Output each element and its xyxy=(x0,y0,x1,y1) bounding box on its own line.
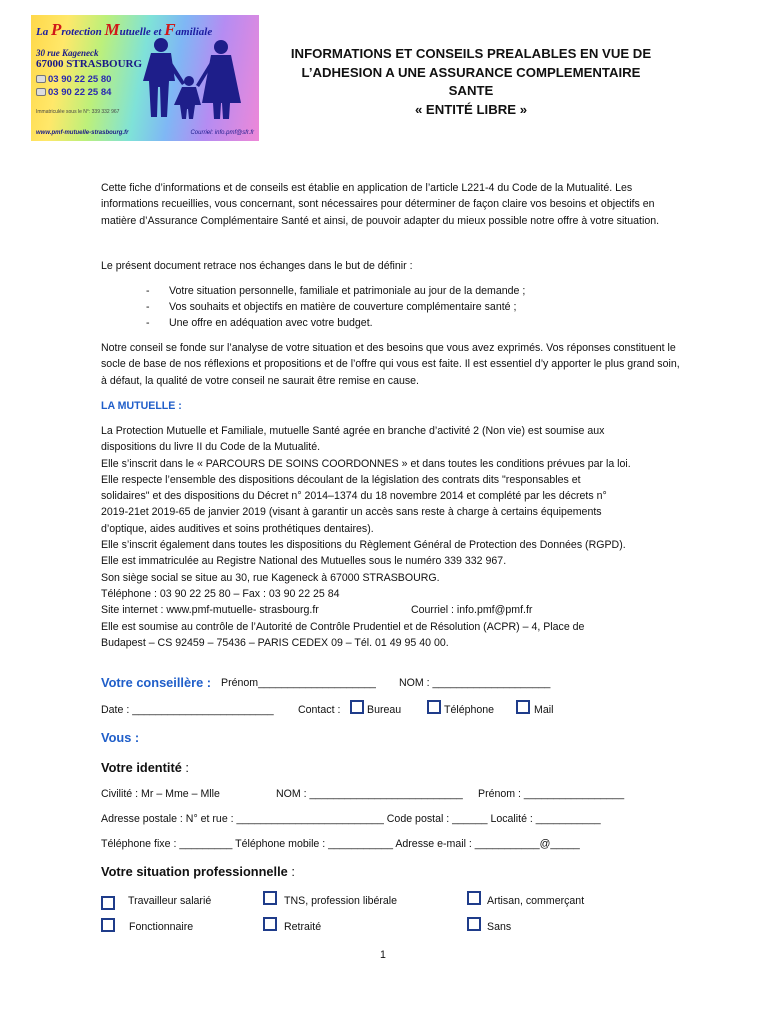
logo-website: www.pmf-mutuelle-strasbourg.fr xyxy=(36,130,129,136)
logo-email: Courriel: info.pmf@sfr.fr xyxy=(190,130,254,136)
situation-heading: Votre situation professionnelle : xyxy=(101,864,295,879)
retraite-checkbox[interactable] xyxy=(263,917,277,931)
telephone-checkbox[interactable] xyxy=(427,700,441,714)
site-internet: Site internet : www.pmf-mutuelle- strasbourg.fr xyxy=(101,604,319,617)
logo-title: La Protection Mutuelle et Familiale xyxy=(36,20,213,39)
vous-heading: Vous : xyxy=(101,730,140,745)
fonctionnaire-checkbox[interactable] xyxy=(101,918,115,932)
bureau-checkbox[interactable] xyxy=(350,700,364,714)
mutuelle-heading: LA MUTUELLE : xyxy=(101,400,182,412)
civilite-field[interactable]: Civilité : Mr – Mme – Mlle xyxy=(101,788,220,800)
mutuelle-text: La Protection Mutuelle et Familiale, mutuelle Santé agrée en branche d’activité 2 (Non vie) est soumise aux dispositions du livre II du Code de la Mutualité. Elle s’inscrit dans le « PARCOURS DE SOINS COORDONNES » et dans toutes les conditions prévues par la loi. Elle respecte l’ensemble des dispositions découlant de la législation des contrats dits "responsables et solidaires" et des dispositions du Décret n° 2014–1374 du 18 novembre 2014 et complété par les décrets n° 2019-21et 2019-65 de janvier 2019 (visant à garantir un accès sans reste à charge à certains équipements d’optique, aides auditives et soins prothétiques dentaires). Elle s’inscrit également dans toutes les dispositions du Règlement Général de Protection des Données (RGPD). Elle est immatriculée au Registre National des Mutuelles sous le numéro 339 332 967. Son siège social se situe au 30, rue Kageneck à 67000 STRASBOURG. Téléphone : 03 90 22 25 80 – Fax : 03 90 22 25 84 Site internet : www.pmf-mutuelle- strasbourg.fr Courriel : info.pmf@pmf.fr Elle est soumise au contrôle de l’Autorité de Contrôle Prudentiel et de Résolution (ACPR) – 4, Place de Budapest – CS 92459 – 75436 – PARIS CEDEX 09 – Tél. 01 49 95 40 00. xyxy=(101,425,631,649)
list-item: - Votre situation personnelle, familiale et patrimoniale au jour de la demande ; xyxy=(146,283,525,299)
logo-address: 30 rue Kageneck 67000 STRASBOURG xyxy=(36,48,143,70)
phone-icon xyxy=(36,75,46,83)
logo-phones: 03 90 22 25 80 03 90 22 25 84 xyxy=(36,73,111,99)
contact-label: Contact : xyxy=(298,704,341,716)
list-item: - Une offre en adéquation avec votre budget. xyxy=(146,315,525,331)
telephone-label: Téléphone xyxy=(444,704,495,716)
intro-paragraph: Cette fiche d’informations et de conseils est établie en application de l’article L221-4 du Code de la Mutualité. Les informations recueillies, vous concernant, sont nécessaires pour déterminer de façon claire vos besoins et objectifs en matière d’Assurance Complémentaire Santé et ainsi, de pouvoir adapter du mieux possible notre offre à votre situation. xyxy=(101,182,660,227)
mutuelle-logo xyxy=(31,15,259,141)
tns-label: TNS, profession libérale xyxy=(284,895,398,907)
mail-checkbox[interactable] xyxy=(516,700,530,714)
bureau-label: Bureau xyxy=(367,704,402,716)
conseillere-nom-field[interactable]: NOM : ____________________ xyxy=(399,677,551,689)
fax-icon xyxy=(36,88,46,96)
tns-checkbox[interactable] xyxy=(263,891,277,905)
courriel: Courriel : info.pmf@pmf.fr xyxy=(411,604,533,617)
prenom-field[interactable]: Prénom : _________________ xyxy=(478,788,625,800)
page-number: 1 xyxy=(380,949,386,961)
identite-heading: Votre identité : xyxy=(101,760,189,775)
mail-label: Mail xyxy=(534,704,554,716)
list-item: - Vos souhaits et objectifs en matière de couverture complémentaire santé ; xyxy=(146,299,525,315)
salarie-label: Travailleur salarié xyxy=(128,895,212,907)
sans-checkbox[interactable] xyxy=(467,917,481,931)
fonctionnaire-label: Fonctionnaire xyxy=(129,921,194,933)
logo-registration: Immatriculée sous le N°: 339 332 967 xyxy=(36,109,120,115)
salarie-checkbox[interactable] xyxy=(101,896,115,910)
retraite-label: Retraité xyxy=(284,921,322,933)
intro-purpose: Le présent document retrace nos échanges dans le but de définir : xyxy=(101,260,413,272)
sans-label: Sans xyxy=(487,921,512,933)
advice-paragraph: Notre conseil se fonde sur l’analyse de votre situation et des besoins que vous avez exprimés. Vos réponses constituent le socle de base de nos réflexions et propositions et de l’offre qui vous est faite. Il est essentiel d’y apporter le plus grand soin, à défaut, la qualité de votre conseil ne saurait être remise en cause. xyxy=(101,342,680,387)
conseillere-prenom-field[interactable]: Prénom____________________ xyxy=(221,677,376,689)
date-field[interactable]: Date : ________________________ xyxy=(101,704,274,716)
purpose-list xyxy=(146,283,525,332)
conseillere-heading: Votre conseillère : xyxy=(101,675,211,690)
nom-field[interactable]: NOM : __________________________ xyxy=(276,788,463,800)
artisan-checkbox[interactable] xyxy=(467,891,481,905)
telephones-field[interactable]: Téléphone fixe : _________ Téléphone mobile : ___________ Adresse e-mail : ___________@_____ xyxy=(101,838,580,850)
document-title: INFORMATIONS ET CONSEILS PREALABLES EN VUE DE L’ADHESION A UNE ASSURANCE COMPLEMENTAIRE SANTE « ENTITÉ LIBRE » xyxy=(290,46,652,117)
family-silhouette-icon xyxy=(139,35,254,120)
adresse-field[interactable]: Adresse postale : N° et rue : _________________________ Code postal : ______ Localité : ___________ xyxy=(101,813,601,825)
artisan-label: Artisan, commerçant xyxy=(487,895,585,907)
